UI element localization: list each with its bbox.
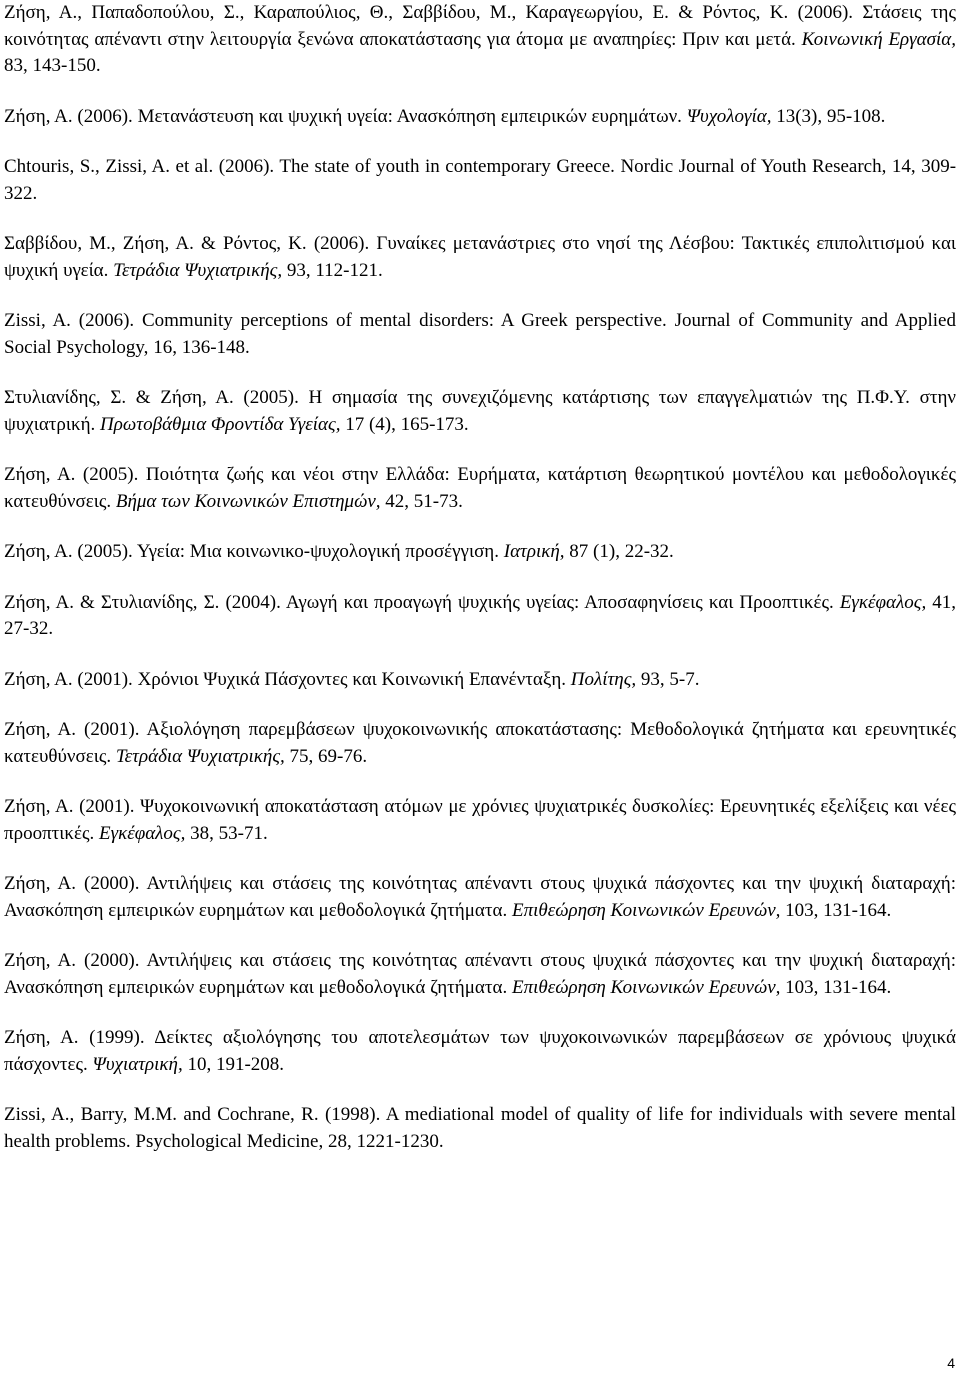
ref-title: Υγεία: Μια κοινωνικο-ψυχολογική προσέγγιση. [136, 541, 499, 562]
ref-journal: Τετράδια Ψυχιατρικής, [115, 745, 285, 767]
ref-journal: Επιθεώρηση Κοινωνικών Ερευνών, [511, 976, 781, 998]
reference-entry [4, 590, 956, 643]
ref-title: Ψυχοκοινωνική αποκατάσταση ατόμων με χρόνιες ψυχιατρικές δυσκολίες: Ερευνητικές εξελίξεις και νέες προοπτικές. [4, 796, 956, 844]
ref-details: 38, 53-71. [190, 822, 268, 844]
reference-entry [4, 154, 956, 207]
reference-entry [4, 794, 956, 847]
ref-journal: Τετράδια Ψυχιατρικής, [113, 259, 283, 281]
ref-authors: Chtouris, S., Zissi, A. et al. (2006). [4, 156, 275, 177]
ref-title: Αντιλήψεις και στάσεις της κοινότητας απέναντι στους ψυχικά πάσχοντες και την ψυχική διαταραχή: Ανασκόπηση εμπειρικών ευρημάτων και μεθοδολογικά ζητήματα. [4, 873, 956, 921]
ref-authors: Ζήση, Α. (2000). [4, 950, 140, 971]
ref-details: 41, 27-32. [4, 591, 957, 639]
reference-entry [4, 231, 956, 284]
ref-title: Community perceptions of mental disorders: A Greek perspective. [141, 310, 667, 331]
ref-title: Αγωγή και προαγωγή ψυχικής υγείας: Αποσαφηνίσεις και Προοπτικές. [285, 591, 834, 613]
reference-entry [4, 308, 956, 361]
ref-authors: Zissi, A. (2006). [4, 310, 135, 331]
ref-authors: Ζήση, Α. (2005). [4, 464, 139, 485]
ref-details: 17 (4), 165-173. [345, 413, 469, 435]
reference-entry [4, 717, 956, 770]
ref-journal: Ιατρική, [503, 541, 565, 562]
ref-title: A mediational model of quality of life for individuals with severe mental health problems. [4, 1104, 957, 1152]
reference-entry [4, 104, 956, 131]
reference-entry [4, 462, 956, 515]
ref-journal: Εγκέφαλος, [99, 822, 186, 844]
ref-details: 87 (1), 22-32. [569, 541, 674, 562]
ref-title: Μετανάστευση και ψυχική υγεία: Ανασκόπηση εμπειρικών ευρημάτων. [137, 105, 682, 127]
ref-authors: Ζήση, Α., Παπαδοπούλου, Σ., Καραπούλιος, Θ., Σαββίδου, Μ., Καραγεωργίου, Ε. & Ρόντος, Κ. (2006). [4, 2, 854, 23]
ref-title: Δείκτες αξιολόγησης του αποτελεσμάτων των ψυχοκοινωνικών παρεμβάσεων σε χρόνιους ψυχικά πάσχοντες. [4, 1027, 956, 1075]
ref-authors: Σαββίδου, Μ., Ζήση, Α. & Ρόντος, Κ. (2006). [4, 233, 370, 254]
ref-authors: Ζήση, Α. (2006). [4, 105, 133, 127]
ref-authors: Ζήση, Α. (2000). [4, 873, 140, 894]
ref-journal: Ψυχολογία, [686, 105, 772, 127]
ref-title: Στάσεις της κοινότητας απέναντι στην λειτουργία ξενώνα αποκατάστασης για άτομα με αναπηρίες: Πριν και μετά. [4, 2, 957, 50]
ref-journal: Journal of Community and Applied Social Psychology, [4, 310, 956, 358]
ref-details: 93, 5-7. [640, 668, 700, 690]
ref-details: 83, 143-150. [4, 55, 101, 76]
reference-entry [4, 0, 956, 80]
ref-details: 75, 69-76. [289, 745, 368, 767]
ref-title: Αξιολόγηση παρεμβάσεων ψυχοκοινωνικής αποκατάστασης: Μεθοδολογικά ζητήματα και ερευνητικές κατευθύνσεις. [4, 719, 957, 767]
reference-list [4, 0, 956, 1179]
reference-entry [4, 667, 956, 694]
ref-authors: Ζήση, Α. (2005). [4, 541, 133, 562]
ref-title: Χρόνιοι Ψυχικά Πάσχοντες και Κοινωνική Επανένταξη. [137, 668, 566, 690]
ref-details: 103, 131-164. [785, 976, 892, 998]
ref-journal: Psychological Medicine, [135, 1130, 324, 1152]
ref-title: The state of youth in contemporary Greece. [279, 156, 615, 177]
ref-journal: Κοινωνική Εργασία, [801, 28, 956, 50]
ref-authors: Ζήση, Α. (2001). [4, 796, 135, 817]
ref-authors: Ζήση, Α. (2001). [4, 719, 140, 740]
reference-entry [4, 385, 956, 438]
ref-title: Γυναίκες μετανάστριες στο νησί της Λέσβου: Τακτικές επιπολιτισμού και ψυχική υγεία. [4, 233, 957, 281]
reference-entry [4, 539, 956, 566]
ref-details: 16, 136-148. [153, 336, 250, 358]
ref-details: 103, 131-164. [785, 899, 892, 921]
ref-details: 93, 112-121. [286, 259, 383, 281]
reference-entry [4, 871, 956, 924]
page-number: 4 [947, 1355, 955, 1371]
ref-authors: Ζήση, Α. & Στυλιανίδης, Σ. (2004). [4, 591, 281, 613]
ref-journal: Ψυχιατρική, [92, 1053, 183, 1075]
ref-journal: Πολίτης, [570, 668, 637, 690]
ref-journal: Επιθεώρηση Κοινωνικών Ερευνών, [511, 899, 781, 921]
ref-authors: Ζήση, Α. (2001). [4, 668, 133, 690]
ref-title: Η σημασία της συνεχιζόμενης κατάρτισης των επαγγελματιών της Π.Φ.Υ. στην ψυχιατρική. [4, 387, 956, 435]
reference-entry [4, 1025, 956, 1078]
ref-journal: Εγκέφαλος, [839, 591, 927, 613]
reference-entry [4, 948, 956, 1001]
ref-journal: Πρωτοβάθμια Φροντίδα Υγείας, [100, 413, 341, 435]
ref-details: 10, 191-208. [187, 1053, 285, 1075]
ref-title: Αντιλήψεις και στάσεις της κοινότητας απέναντι στους ψυχικά πάσχοντες και την ψυχική διαταραχή: Ανασκόπηση εμπειρικών ευρημάτων και μεθοδολογικά ζητήματα. [4, 950, 956, 998]
ref-authors: Στυλιανίδης, Σ. & Ζήση, Α. (2005). [4, 387, 299, 408]
ref-journal: Βήμα των Κοινωνικών Επιστημών, [115, 490, 381, 512]
ref-details: 42, 51-73. [385, 490, 463, 512]
ref-authors: Zissi, A., Barry, M.M. and Cochrane, R. (1998). [4, 1104, 381, 1125]
reference-entry [4, 1102, 956, 1155]
ref-journal: Nordic Journal of Youth Research, [620, 156, 887, 177]
ref-authors: Ζήση, Α. (1999). [4, 1027, 145, 1048]
ref-title: Ποιότητα ζωής και νέοι στην Ελλάδα: Ευρήματα, κατάρτιση θεωρητικού μοντέλου και μεθοδολογικές κατευθύνσεις. [4, 464, 956, 512]
ref-details: 28, 1221-1230. [328, 1130, 444, 1152]
ref-details: 14, 309-322. [4, 156, 957, 204]
ref-details: 13(3), 95-108. [776, 105, 886, 127]
